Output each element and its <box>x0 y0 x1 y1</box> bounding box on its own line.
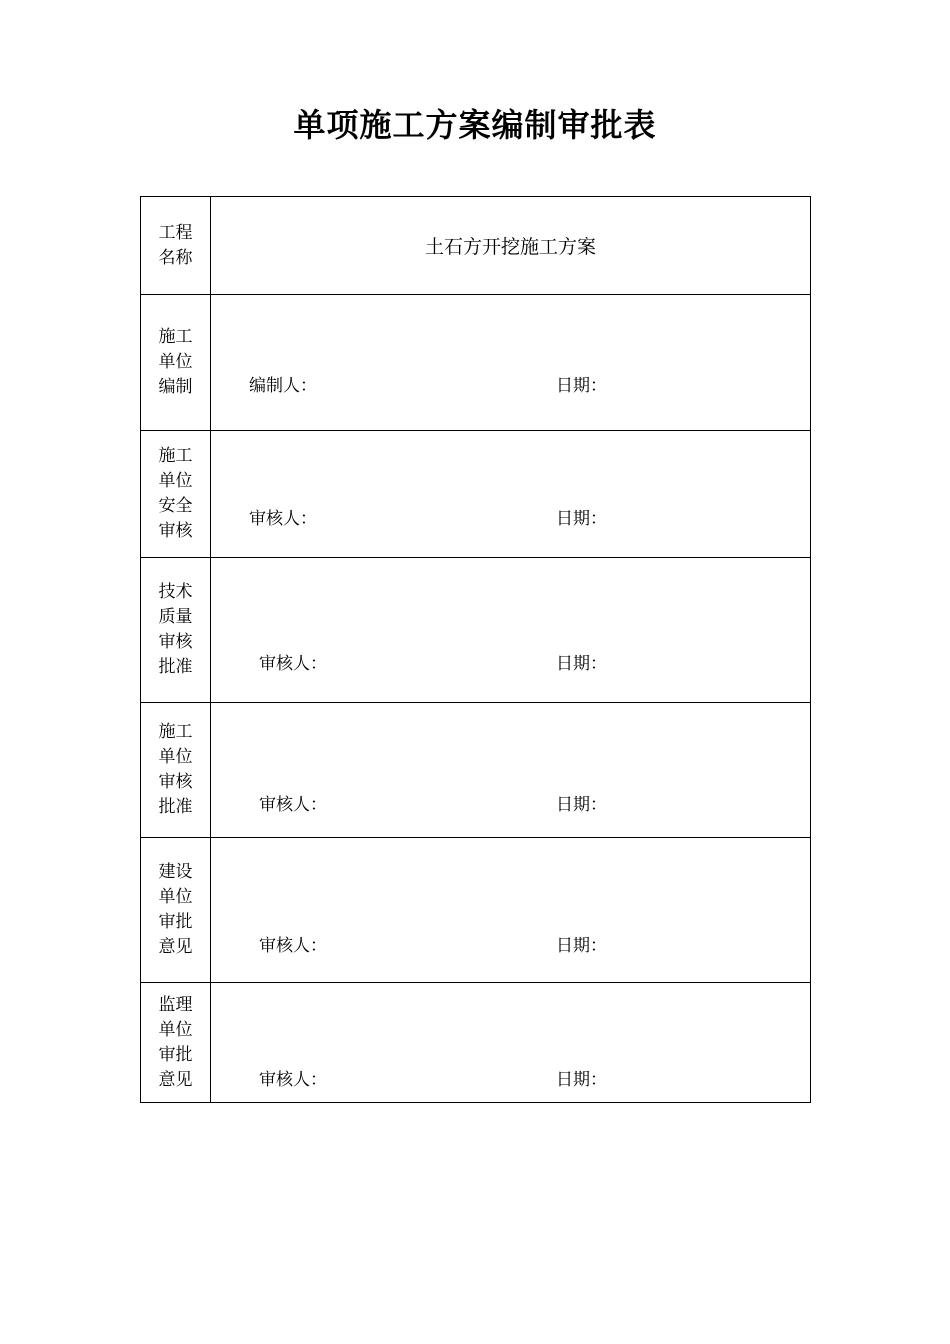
signature-cell[interactable] <box>211 838 811 983</box>
approval-form-table <box>140 196 811 1103</box>
row-label: 施工单位安全审核 <box>158 446 193 541</box>
compiler-label: 编制人： <box>249 376 317 396</box>
reviewer-label: 审核人： <box>259 795 327 815</box>
form-row-contractor-approval <box>141 703 811 838</box>
project-name-label-cell <box>141 197 211 295</box>
row-label: 建设单位审批意见 <box>158 862 193 957</box>
form-row-supervisor-approval-opinion <box>141 983 811 1103</box>
date-label: 日期： <box>556 654 607 674</box>
signature-cell[interactable] <box>211 703 811 838</box>
row-label-cell <box>141 703 211 838</box>
row-label-cell <box>141 558 211 703</box>
project-name-value-cell[interactable] <box>211 197 811 295</box>
row-label: 施工单位审核批准 <box>158 722 193 817</box>
date-label: 日期： <box>556 509 607 529</box>
form-row-technical-quality-approval <box>141 558 811 703</box>
row-label-cell <box>141 431 211 558</box>
project-name-row <box>141 197 811 295</box>
reviewer-label: 审核人： <box>259 1070 327 1090</box>
row-label: 技术质量审核批准 <box>158 582 193 677</box>
signature-cell[interactable] <box>211 431 811 558</box>
row-label-cell <box>141 983 211 1103</box>
row-label-cell <box>141 295 211 431</box>
signature-cell[interactable] <box>211 558 811 703</box>
signature-cell[interactable] <box>211 295 811 431</box>
date-label: 日期： <box>556 376 607 396</box>
row-label: 监理单位审批意见 <box>158 994 193 1090</box>
reviewer-label: 审核人： <box>259 936 327 956</box>
page-title: 单项施工方案编制审批表 <box>293 106 657 144</box>
signature-cell[interactable] <box>211 983 811 1103</box>
form-row-contractor-compile <box>141 295 811 431</box>
form-row-owner-approval-opinion <box>141 838 811 983</box>
form-row-contractor-safety-review <box>141 431 811 558</box>
reviewer-label: 审核人： <box>249 509 317 529</box>
row-label-cell <box>141 838 211 983</box>
project-name-value: 土石方开挖施工方案 <box>424 236 596 258</box>
date-label: 日期： <box>556 795 607 815</box>
row-label: 施工单位编制 <box>158 327 193 397</box>
date-label: 日期： <box>556 1070 607 1090</box>
reviewer-label: 审核人： <box>259 654 327 674</box>
project-name-label: 工程名称 <box>158 222 193 268</box>
date-label: 日期： <box>556 936 607 956</box>
